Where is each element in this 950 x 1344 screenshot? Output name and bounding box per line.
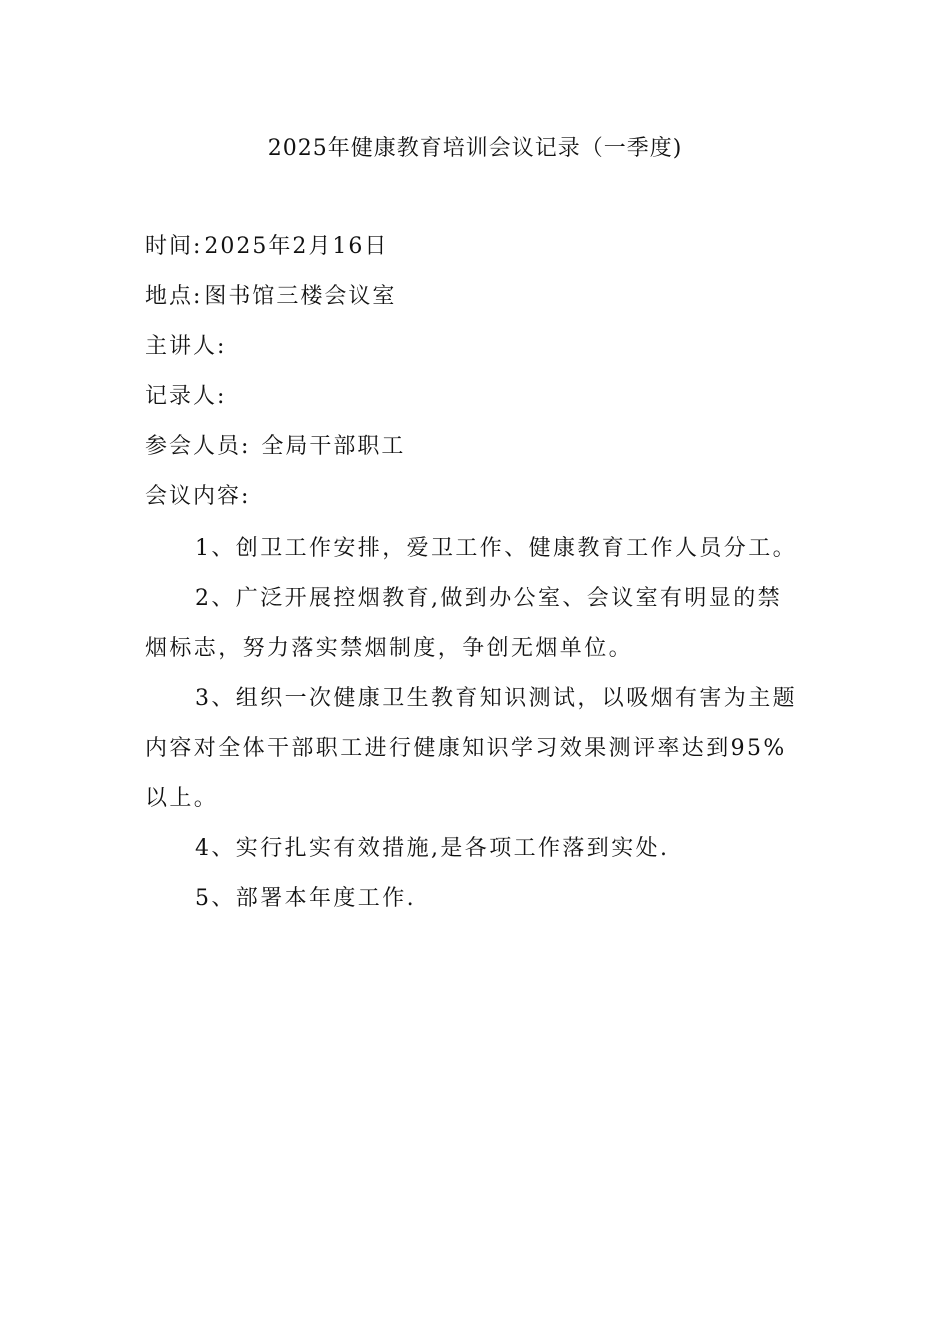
content-item-3: 3、组织一次健康卫生教育知识测试，以吸烟有害为主题内容对全体干部职工进行健康知识学习效果测评率达到95%以上。 — [145, 686, 797, 811]
field-time-value: 2025年2月16日 — [204, 234, 389, 259]
content-item-2: 2、广泛开展控烟教育,做到办公室、会议室有明显的禁烟标志，努力落实禁烟制度，争创无烟单位。 — [145, 586, 782, 661]
field-speaker-label: 主讲人: — [145, 334, 227, 359]
field-location-label: 地点: — [145, 284, 203, 309]
field-location — [145, 279, 396, 315]
field-recorder-label: 记录人: — [145, 384, 227, 409]
content-item-4: 4、实行扎实有效措施,是各项工作落到实处. — [195, 836, 670, 861]
content-item-1: 1、创卫工作安排，爱卫工作、健康教育工作人员分工。 — [195, 536, 797, 561]
field-attendees — [145, 429, 405, 465]
field-time-label: 时间: — [145, 234, 203, 259]
field-speaker — [145, 329, 228, 365]
content-item-5: 5、部署本年度工作. — [195, 886, 416, 911]
field-time — [145, 229, 388, 265]
document-title: 2025年健康教育培训会议记录（一季度) — [267, 136, 683, 161]
field-content-label: 会议内容: — [145, 484, 251, 509]
field-attendees-label: 参会人员: — [145, 434, 251, 459]
field-content — [145, 479, 252, 515]
field-attendees-value: 全局干部职工 — [252, 434, 406, 459]
field-location-value: 图书馆三楼会议室 — [204, 284, 397, 309]
field-recorder — [145, 379, 228, 415]
